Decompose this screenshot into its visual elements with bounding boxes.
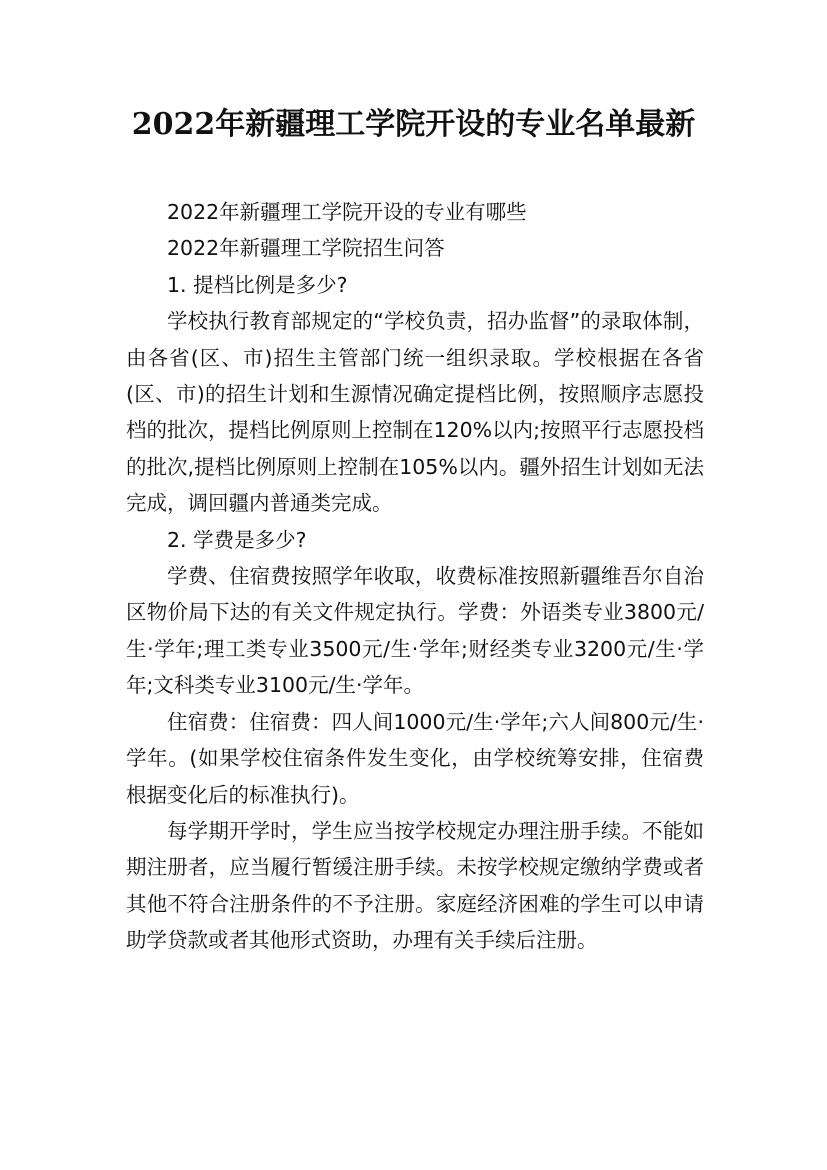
answer-2-accommodation: 住宿费：住宿费：四人间1000元/生·学年;六人间800元/生·学年。(如果学校住宿条件发生变化，由学校统筹安排，住宿费根据变化后的标准执行)。 (126, 709, 704, 807)
answer-2-registration: 每学期开学时，学生应当按学校规定办理注册手续。不能如期注册者，应当履行暂缓注册手续。未按学校规定缴纳学费或者其他不符合注册条件的不予注册。家庭经济困难的学生可以申请助学贷款或者其他形式资助，办理有关手续后注册。 (126, 818, 704, 953)
question-2: 2. 学费是多少? (167, 527, 307, 552)
paragraph-heading-qa: 2022年新疆理工学院招生问答 (167, 236, 445, 261)
answer-2-tuition: 学费、住宿费按照学年收取，收费标准按照新疆维吾尔自治区物价局下达的有关文件规定执行。学费：外语类专业3800元/生·学年;理工类专业3500元/生·学年;财经类专业3200元/生·学年;文科类专业3100元/生·学年。 (126, 564, 704, 698)
paragraph-heading-majors: 2022年新疆理工学院开设的专业有哪些 (167, 200, 527, 224)
document-body (126, 194, 704, 959)
document-title: 2022年新疆理工学院开设的专业名单最新 (131, 107, 696, 142)
question-1: 1. 提档比例是多少? (167, 272, 348, 297)
answer-1: 学校执行教育部规定的“学校负责，招办监督”的录取体制，由各省(区、市)招生主管部门统一组织录取。学校根据在各省(区、市)的招生计划和生源情况确定提档比例，按照顺序志愿投档的批次，提档比例原则上控制在120%以内;按照平行志愿投档的批次,提档比例原则上控制在105%以内。疆外招生计划如无法完成，调回疆内普通类完成。 (126, 309, 705, 516)
